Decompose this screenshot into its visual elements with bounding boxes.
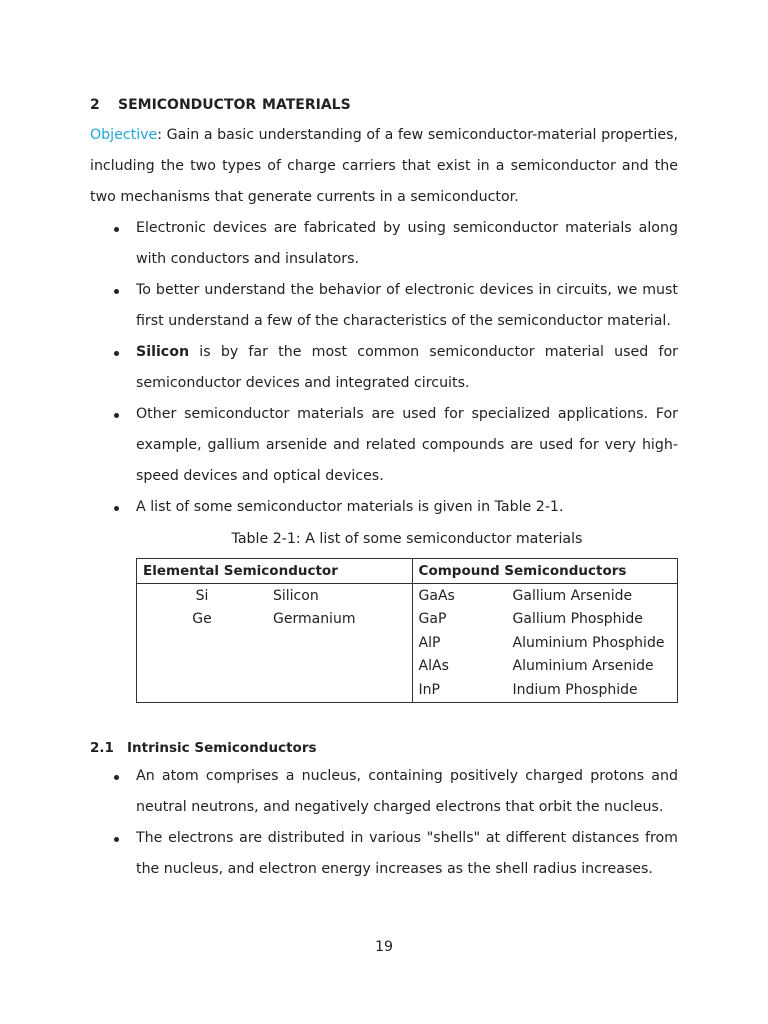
page-number: 19	[374, 939, 394, 955]
elemental-name	[267, 678, 412, 702]
objective-paragraph	[90, 120, 678, 213]
compound-name: Aluminium Phosphide	[512, 634, 665, 651]
table-row	[137, 584, 678, 608]
bullet-text: A list of some semiconductor materials is given in Table 2-1.	[136, 499, 564, 515]
table-caption: Table 2-1: A list of some semiconductor materials	[231, 531, 583, 547]
table-row	[137, 631, 678, 655]
elemental-symbol: Ge	[192, 611, 212, 628]
elemental-name	[267, 631, 412, 655]
objective-text: : Gain a basic understanding of a few semiconductor-material properties, including the two types of charge carriers that exist in a semiconductor and the two mechanisms that generate currents in a semiconductor.	[90, 127, 678, 205]
bullet-item	[90, 275, 678, 337]
section-heading	[90, 92, 678, 118]
subsection-heading	[90, 735, 678, 761]
table-row	[137, 678, 678, 702]
document-page	[90, 92, 678, 885]
bullet-item	[90, 761, 678, 823]
subsection-number: 2.1	[90, 739, 114, 756]
bullet-text: Other semiconductor materials are used for specialized applications. For example, gallium arsenide and related compounds are used for very high-speed devices and optical devices.	[136, 406, 678, 484]
table-row	[137, 655, 678, 679]
elemental-symbol	[137, 678, 268, 702]
materials-table	[136, 558, 678, 703]
table-header-row	[137, 559, 678, 584]
header-elemental: Elemental Semiconductor	[137, 559, 413, 584]
elemental-symbol: Si	[195, 587, 209, 604]
compound-name: Gallium Arsenide	[512, 587, 633, 604]
subsection-title: Intrinsic Semiconductors	[127, 739, 317, 756]
section-number: 2	[90, 97, 100, 113]
compound-symbol: GaAs	[418, 587, 455, 604]
main-bullet-list	[90, 213, 678, 523]
bullet-text: To better understand the behavior of electronic devices in circuits, we must first understand a few of the characteristics of the semiconductor material.	[136, 282, 678, 329]
bullet-text: The electrons are distributed in various "shells" at different distances from the nucleus, and electron energy increases as the shell radius increases.	[136, 829, 678, 877]
bullet-item	[90, 492, 678, 523]
header-compound: Compound Semiconductors	[412, 559, 677, 584]
compound-name: Aluminium Arsenide	[512, 658, 654, 675]
objective-label: Objective	[90, 127, 158, 143]
bullet-item	[90, 337, 678, 399]
bullet-item	[90, 399, 678, 492]
bullet-text: is by far the most common semiconductor material used for semiconductor devices and integrated circuits.	[136, 344, 678, 391]
table-row	[137, 608, 678, 632]
compound-symbol: InP	[418, 681, 440, 698]
elemental-name	[267, 655, 412, 679]
compound-symbol: GaP	[418, 611, 447, 628]
compound-name: Indium Phosphide	[512, 681, 638, 698]
elemental-name: Germanium	[267, 608, 412, 632]
section-title: SEMICONDUCTOR MATERIALS	[118, 97, 351, 113]
bullet-item	[90, 213, 678, 275]
elemental-symbol	[137, 655, 268, 679]
subsection-bullet-list	[90, 761, 678, 885]
elemental-symbol	[137, 631, 268, 655]
compound-symbol: AlP	[418, 634, 441, 651]
bullet-bold-term: Silicon	[136, 344, 190, 360]
bullet-text: An atom comprises a nucleus, containing positively charged protons and neutral neutrons, and negatively charged electrons that orbit the nucleus.	[136, 767, 678, 815]
compound-name: Gallium Phosphide	[512, 611, 643, 628]
compound-symbol: AlAs	[418, 658, 449, 675]
bullet-text: Electronic devices are fabricated by using semiconductor materials along with conductors and insulators.	[136, 220, 678, 267]
bullet-item	[90, 823, 678, 885]
elemental-name: Silicon	[267, 584, 412, 608]
